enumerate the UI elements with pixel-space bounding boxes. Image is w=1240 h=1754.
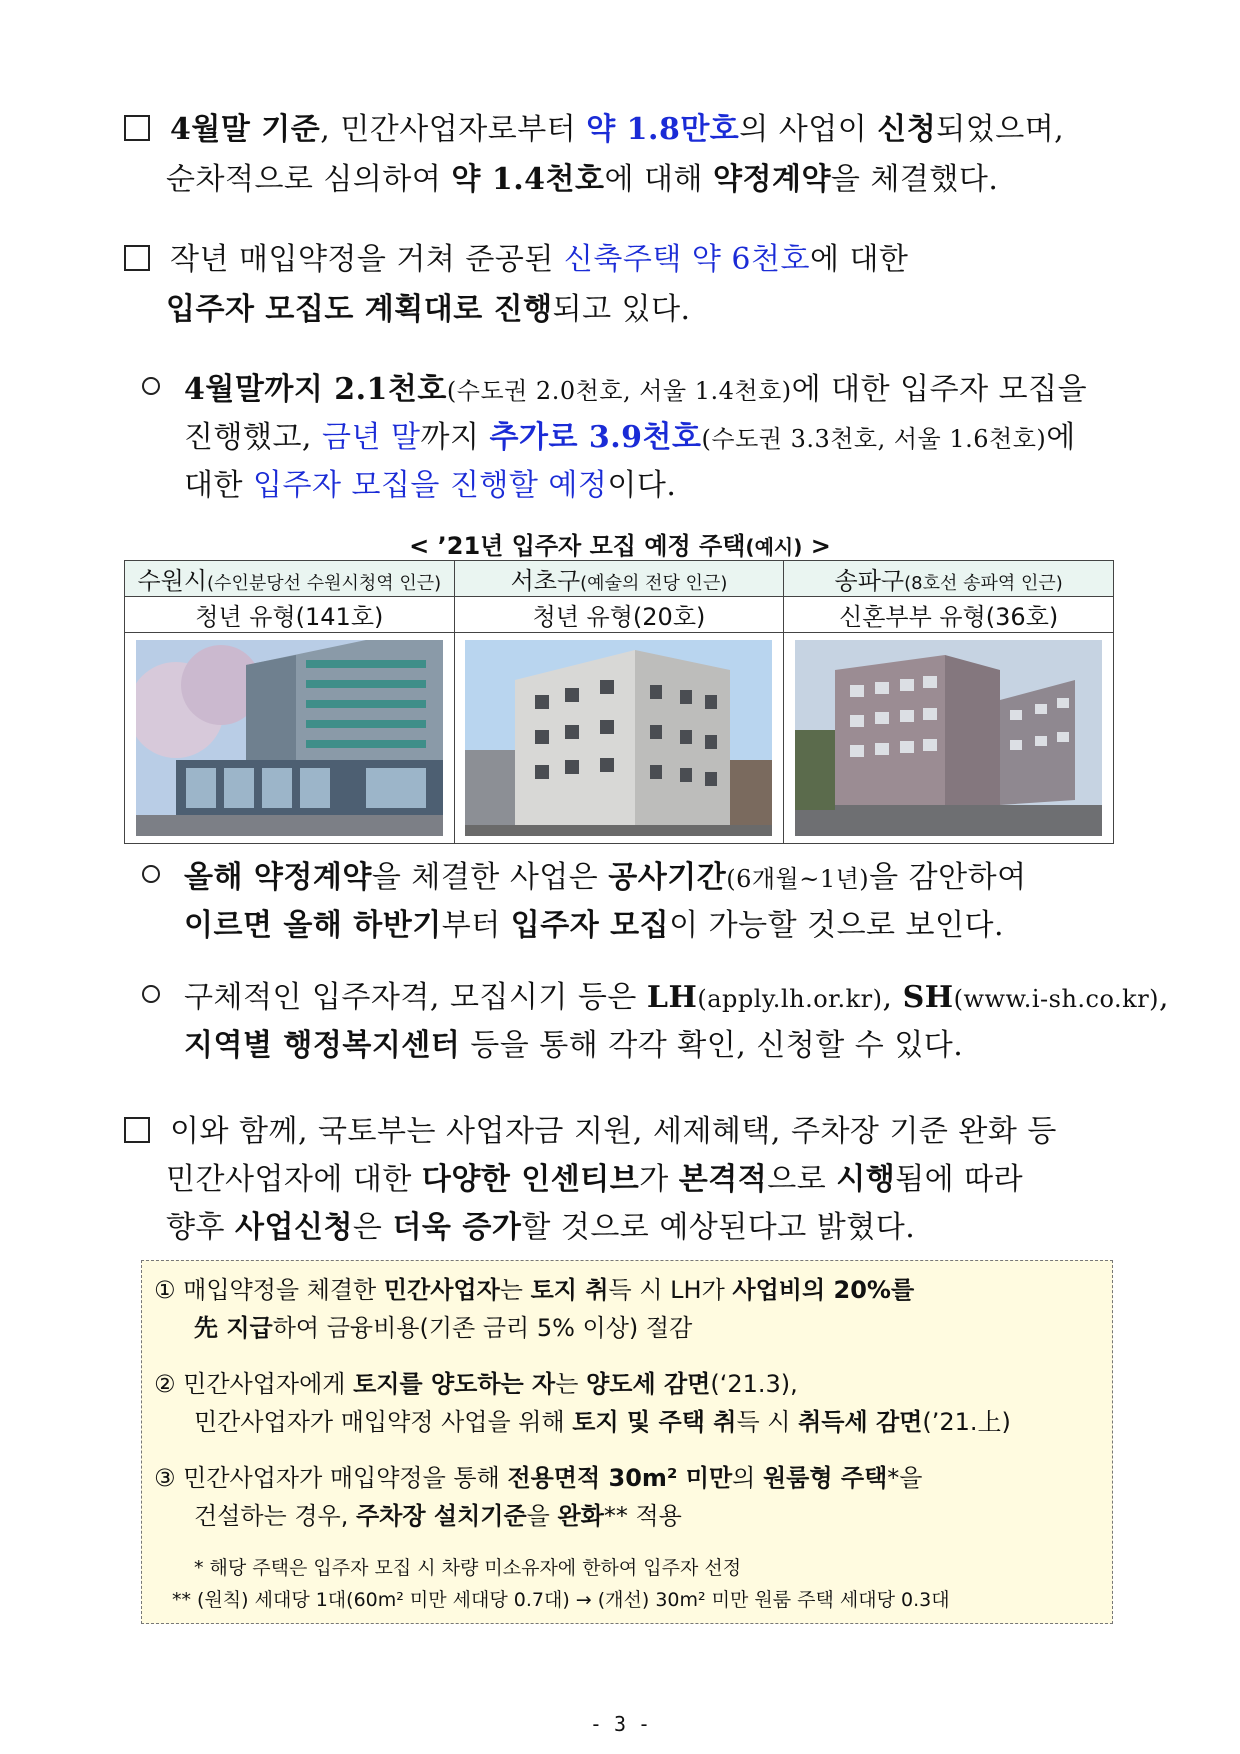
text-run: LH xyxy=(646,980,698,1015)
text-run: 전용면적 30m² 미만 xyxy=(507,1464,733,1492)
sub-a-line2 xyxy=(184,418,1076,459)
para2-line2 xyxy=(166,290,691,330)
text-run: 토지 및 주택 취 xyxy=(572,1408,737,1436)
para3-line1 xyxy=(124,1112,1057,1152)
incentive-box xyxy=(141,1260,1113,1624)
text-run: 약 1.4천호 xyxy=(451,162,605,197)
text-run: 할 것으로 예상된다고 밝혔다. xyxy=(521,1210,916,1245)
text-run: 입주자 모집 xyxy=(510,908,670,943)
footnote-1 xyxy=(194,1551,741,1585)
text-run: (’21.上) xyxy=(922,1408,1011,1436)
sub-c-line1 xyxy=(142,978,1169,1019)
sub-b-line1 xyxy=(142,858,1027,899)
text-run: ① 매입약정을 체결한 xyxy=(154,1276,384,1304)
footnote-2 xyxy=(172,1583,950,1617)
text-run: 추가로 3.9천호 xyxy=(489,420,702,455)
text-run: 올해 약정계약 xyxy=(184,860,372,895)
text-run: 의 xyxy=(732,1464,763,1492)
photo-table-caption: < ’21년 입주자 모집 예정 주택(예시) > xyxy=(409,532,831,560)
text-run: (www.i-sh.co.kr) xyxy=(953,985,1160,1013)
text-run: 이와 함께, 국토부는 사업자금 지원, 세제혜택, 주차장 기준 완화 등 xyxy=(170,1114,1057,1149)
text-run: , xyxy=(1159,980,1170,1015)
text-run: 구체적인 입주자격, 모집시기 등은 xyxy=(184,980,647,1015)
text-run: 先 지급 xyxy=(194,1314,273,1342)
para1-line2 xyxy=(166,160,998,200)
incentive-1-line2 xyxy=(194,1311,692,1345)
text-run: 하여 금융비용(기존 금리 5% 이상) 절감 xyxy=(272,1314,693,1342)
text-run: 됨에 따라 xyxy=(895,1162,1024,1197)
text-run: 신청 xyxy=(877,112,937,147)
text-run: 에 대한 xyxy=(809,242,909,277)
text-run: 순차적으로 심의하여 xyxy=(166,162,452,197)
text-run: 의 사업이 xyxy=(739,112,878,147)
text-run: 민간사업자 xyxy=(383,1276,500,1304)
text-run: , xyxy=(882,980,903,1015)
sub-b-line2 xyxy=(184,906,1004,946)
text-run: *을 xyxy=(887,1464,923,1492)
text-run: 에 대한 입주자 모집을 xyxy=(791,372,1088,407)
text-run: 약 1.8만호 xyxy=(586,112,740,147)
house-location-cell: 서초구(예술의 전당 인근) xyxy=(454,561,784,597)
circle-bullet-icon xyxy=(142,985,160,1003)
text-run: 사업신청 xyxy=(235,1210,353,1245)
text-run: 되고 있다. xyxy=(552,292,691,327)
text-run: 득 시 LH가 xyxy=(608,1276,733,1304)
text-run: 공사기간 xyxy=(608,860,727,895)
text-run: 지역별 행정복지센터 xyxy=(184,1028,461,1063)
text-run: 약정계약 xyxy=(713,162,831,197)
text-run: 으로 xyxy=(767,1162,837,1197)
text-run: 가 xyxy=(639,1162,679,1197)
house-location-cell: 송파구(8호선 송파역 인근) xyxy=(784,561,1114,597)
text-run: 다양한 인센티브 xyxy=(421,1162,640,1197)
text-run: 주차장 설치기준 xyxy=(356,1502,527,1530)
text-run: 4월말 기준 xyxy=(170,112,321,147)
text-run: 토지를 양도하는 자 xyxy=(353,1370,556,1398)
text-run: 이르면 올해 하반기 xyxy=(184,908,442,943)
para1-line1 xyxy=(124,110,1064,150)
text-run: , 민간사업자로부터 xyxy=(320,112,587,147)
text-run: 완화 xyxy=(557,1502,604,1530)
text-run: 민간사업자가 매입약정 사업을 위해 xyxy=(194,1408,573,1436)
para3-line3 xyxy=(166,1208,915,1248)
suwon-building-photo xyxy=(136,640,443,836)
incentive-3-line2 xyxy=(194,1499,682,1533)
house-type-cell: 청년 유형(20호) xyxy=(454,597,784,633)
house-type-cell: 신혼부부 유형(36호) xyxy=(784,597,1114,633)
text-run: 양도세 감면 xyxy=(586,1370,711,1398)
text-run: 득 시 xyxy=(736,1408,799,1436)
page-number: - 3 - xyxy=(589,1712,651,1736)
text-run: 이다. xyxy=(607,468,677,503)
para2-line1 xyxy=(124,240,908,280)
square-bullet-icon xyxy=(124,115,150,141)
text-run: (수도권 3.3천호, 서울 1.6천호) xyxy=(701,425,1047,453)
text-run: 에 xyxy=(1046,420,1076,455)
text-run: 을 감안하여 xyxy=(869,860,1027,895)
text-run: ② 민간사업자에게 xyxy=(154,1370,354,1398)
text-run: 되었으며, xyxy=(936,112,1065,147)
text-run: 은 xyxy=(352,1210,393,1245)
house-location-cell: 수원시(수인분당선 수원시청역 인근) xyxy=(125,561,455,597)
text-run: ** (원칙) 세대당 1대(60m² 미만 세대당 0.7대) → (개선) 30m² 미만 원룸 주택 세대당 0.3대 xyxy=(172,1589,950,1611)
sub-a-line1 xyxy=(142,370,1087,411)
text-run: 원룸형 주택 xyxy=(763,1464,888,1492)
para3-line2 xyxy=(166,1160,1023,1200)
text-run: 을 체결했다. xyxy=(830,162,999,197)
incentive-2-line1 xyxy=(154,1367,798,1401)
text-run: 대한 xyxy=(184,468,253,503)
incentive-3-line1 xyxy=(154,1461,922,1495)
text-run: 는 xyxy=(499,1276,531,1304)
text-run: (6개월~1년) xyxy=(726,865,870,893)
text-run: (apply.lh.or.kr) xyxy=(697,985,883,1013)
sub-c-line2 xyxy=(184,1026,963,1066)
text-run: 사업비의 20%를 xyxy=(732,1276,915,1304)
square-bullet-icon xyxy=(124,245,150,271)
text-run: 진행했고, xyxy=(184,420,322,455)
text-run: 민간사업자에 대한 xyxy=(166,1162,422,1197)
text-run: 시행 xyxy=(836,1162,896,1197)
text-run: 입주자 모집도 계획대로 진행 xyxy=(166,292,553,327)
text-run: 입주자 모집을 진행할 예정 xyxy=(253,468,608,503)
circle-bullet-icon xyxy=(142,377,160,395)
text-run: (수도권 2.0천호, 서울 1.4천호) xyxy=(446,377,792,405)
text-run: 취득세 감면 xyxy=(798,1408,923,1436)
text-run: 4월말까지 2.1천호 xyxy=(184,372,447,407)
text-run: 을 체결한 사업은 xyxy=(371,860,609,895)
text-run: 작년 매입약정을 거쳐 준공된 xyxy=(170,242,564,277)
text-run: 토지 취 xyxy=(530,1276,609,1304)
text-run: 는 xyxy=(555,1370,587,1398)
housing-photo-table xyxy=(124,560,1114,844)
text-run: (‘21.3), xyxy=(710,1370,798,1398)
text-run: SH xyxy=(902,980,954,1015)
incentive-2-line2 xyxy=(194,1405,1011,1439)
text-run: ** 적용 xyxy=(603,1502,682,1530)
text-run: 을 xyxy=(526,1502,558,1530)
text-run: ③ 민간사업자가 매입약정을 통해 xyxy=(154,1464,508,1492)
text-run: 까지 xyxy=(420,420,490,455)
square-bullet-icon xyxy=(124,1117,150,1143)
text-run: 신축주택 약 6천호 xyxy=(563,242,810,277)
text-run: 에 대해 xyxy=(604,162,713,197)
seocho-building-photo xyxy=(465,640,772,836)
text-run: 부터 xyxy=(441,908,511,943)
text-run: 금년 말 xyxy=(322,420,421,455)
text-run: 등을 통해 각각 확인, 신청할 수 있다. xyxy=(460,1028,964,1063)
text-run: 이 가능할 것으로 보인다. xyxy=(669,908,1005,943)
house-type-cell: 청년 유형(141호) xyxy=(125,597,455,633)
sub-a-line3 xyxy=(184,466,676,506)
text-run: 더욱 증가 xyxy=(392,1210,522,1245)
circle-bullet-icon xyxy=(142,865,160,883)
text-run: 건설하는 경우, xyxy=(194,1502,356,1530)
text-run: 향후 xyxy=(166,1210,235,1245)
incentive-1-line1 xyxy=(154,1273,914,1307)
text-run: * 해당 주택은 입주자 모집 시 차량 미소유자에 한하여 입주자 선정 xyxy=(194,1557,742,1579)
songpa-building-photo xyxy=(795,640,1102,836)
text-run: 본격적 xyxy=(678,1162,768,1197)
